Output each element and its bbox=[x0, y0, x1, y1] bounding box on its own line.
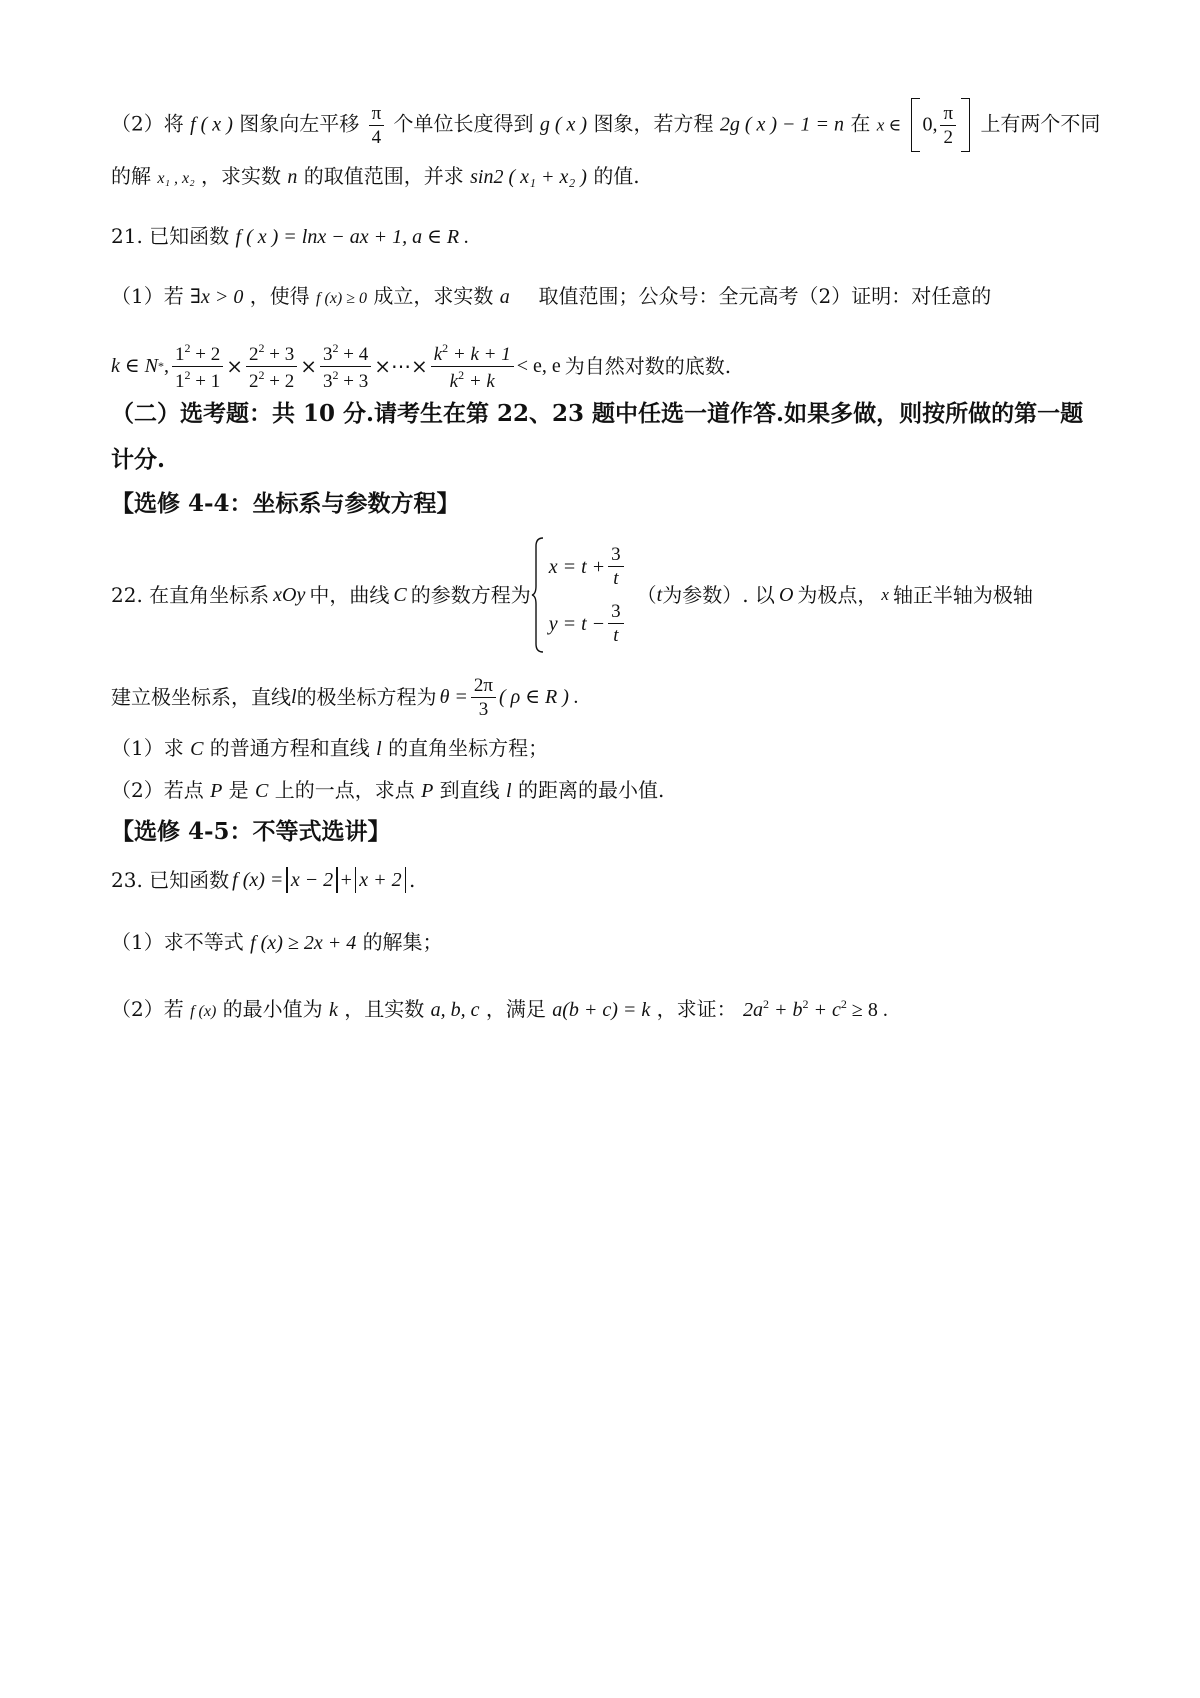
q23-proof-expr: $2a^2 + b^2 + c^2 \ge 8$ . bbox=[743, 997, 888, 1021]
q23-inequality: f (x) ≥ 2x + 4 bbox=[250, 932, 357, 954]
q20-unit-text: 个单位长度得到 bbox=[393, 111, 534, 136]
q23-abs-1: x − 2 bbox=[290, 869, 334, 891]
q20-x-in: x ∈ bbox=[876, 115, 902, 135]
q20-upper-text: 上有两个不同 bbox=[980, 111, 1101, 136]
q22-xoy: xOy bbox=[273, 584, 306, 606]
q20-graph-text: 图象，若方程 bbox=[593, 111, 714, 136]
q21-tail: < e, e bbox=[516, 355, 561, 377]
brace-icon bbox=[531, 536, 545, 654]
q20-pi-over-2: $\frac{\pi}{2}$ bbox=[940, 104, 956, 147]
q21-fraction-1: $\frac{1^2 + 2}{1^2 + 1}$ bbox=[172, 342, 223, 391]
q21-k-in-n: k ∈ N bbox=[111, 355, 159, 377]
q20-n: n bbox=[287, 166, 298, 188]
q21-fraction-2: $\frac{2^2 + 3}{2^2 + 2}$ bbox=[246, 342, 297, 391]
q21-title: 21. 已知函数 f ( x ) = lnx − ax + 1, a ∈ R . bbox=[111, 224, 470, 248]
q23-part2: （2）若 f (x) 的最小值为 k ，且实数 a, b, c ，满足 a(b + c) = k ，求证： $2a^2 + b^2 + c^2 \ge 8$ . bbox=[111, 997, 888, 1021]
q20-part2-line2: 的解 x₁ , x₂ ，求实数 n 的取值范围，并求 sin2 ( x₁ + x₂ ) 的值. bbox=[111, 164, 640, 188]
q23-abs-2: x + 2 bbox=[359, 869, 402, 891]
section-header: （二）选考题：共 10 分.请考生在第 22、23 题中任选一道作答.如果多做，则按所做的第一题 bbox=[111, 400, 1084, 427]
q22-part2: （2）若点 P 是 C 上的一点，求点 P 到直线 l 的距离的最小值. bbox=[111, 778, 665, 802]
q21-part1: （1）若 ∃x > 0 ，使得 f (x) ≥ 0 成立，求实数 a 取值范围；公众号：全元高考（2）证明：对任意的 bbox=[111, 284, 992, 308]
section-header-cont: 计分. bbox=[111, 446, 166, 473]
q23-fx: f (x) = bbox=[232, 869, 284, 891]
q20-in-text: 在 bbox=[850, 111, 871, 136]
q22-parametric-system bbox=[531, 536, 627, 654]
q20-pi-over-4: $\frac{\pi}{4}$ bbox=[369, 104, 385, 147]
q21-fraction-k: $\frac{k^2 + k + 1}{k^2 + k}$ bbox=[431, 342, 514, 391]
q20-sin-expr: sin2 ( x₁ + x₂ ) bbox=[470, 166, 587, 188]
q23-stem: 23. 已知函数 f (x) = x − 2 + x + 2 . bbox=[111, 868, 416, 892]
q22-part1: （1）求 C 的普通方程和直线 l 的直角坐标方程； bbox=[111, 736, 549, 760]
q20-part2-label: （2）将 bbox=[111, 111, 184, 136]
q20-interval-zero: 0, bbox=[922, 113, 938, 136]
q20-fx: f ( x ) bbox=[190, 113, 233, 136]
q20-part2-line1 bbox=[111, 98, 1104, 152]
q22-stem: 22. 在直角坐标系 xOy 中，曲线 C 的参数方程为 x = t + $\frac{3}{t}$ y = t − $\frac{3}{t}$ （ t 为参数）. 以 O 为极点， x 轴正半轴为极轴 bbox=[111, 534, 1104, 656]
q20-shift-text: 图象向左平移 bbox=[239, 111, 360, 136]
q21-a: a bbox=[499, 286, 510, 308]
q20-gx: g ( x ) bbox=[539, 113, 588, 136]
q20-interval-left-bracket bbox=[911, 98, 920, 152]
q23-part1: （1）求不等式 f (x) ≥ 2x + 4 的解集； bbox=[111, 930, 443, 954]
q20-x1-x2: x₁ , x₂ bbox=[157, 170, 195, 187]
q22-rho: ( ρ ∈ R ) . bbox=[498, 686, 579, 708]
elective-4-5-heading: 【选修 4-5：不等式选讲】 bbox=[111, 818, 391, 845]
q21-product-line: k ∈ N * , $\frac{1^2 + 2}{1^2 + 1}$ × $\frac{2^2 + 3}{2^2 + 2}$ × $\frac{3^2 + 4}{3^2 + 3}$ ×⋯× $\frac{k^2 + k + 1}{k^2 + k}$ < e, e 为自然对数的底数. bbox=[111, 340, 732, 392]
q20-interval-right-bracket bbox=[961, 98, 970, 152]
q23-condition: a(b + c) = k bbox=[552, 999, 651, 1021]
q22-polar-line: 建立极坐标系，直线 l 的极坐标方程为 θ = $\frac{2\pi}{3}$ ( ρ ∈ R ) . bbox=[111, 674, 579, 720]
q21-exists: ∃x > 0 bbox=[190, 286, 244, 308]
q21-fraction-3: $\frac{3^2 + 4}{3^2 + 3}$ bbox=[320, 342, 371, 391]
q22-line-l: l bbox=[291, 686, 297, 708]
q22-two-pi-over-3: $\frac{2\pi}{3}$ bbox=[471, 676, 496, 719]
q22-origin: O bbox=[778, 584, 794, 606]
q21-function: f ( x ) = lnx − ax + 1, a ∈ R . bbox=[235, 226, 470, 248]
q23-abc: a, b, c bbox=[430, 999, 480, 1021]
elective-4-4-heading: 【选修 4-4：坐标系与参数方程】 bbox=[111, 490, 460, 517]
q21-f-ge-0: f (x) ≥ 0 bbox=[316, 290, 368, 307]
q22-row-x: x = t + $\frac{3}{t}$ bbox=[549, 545, 627, 588]
q22-row-y: y = t − $\frac{3}{t}$ bbox=[549, 602, 627, 645]
q22-theta: θ = bbox=[439, 686, 468, 708]
q20-equation: 2g ( x ) − 1 = n bbox=[719, 113, 845, 136]
q22-curve-c: C bbox=[393, 584, 407, 606]
